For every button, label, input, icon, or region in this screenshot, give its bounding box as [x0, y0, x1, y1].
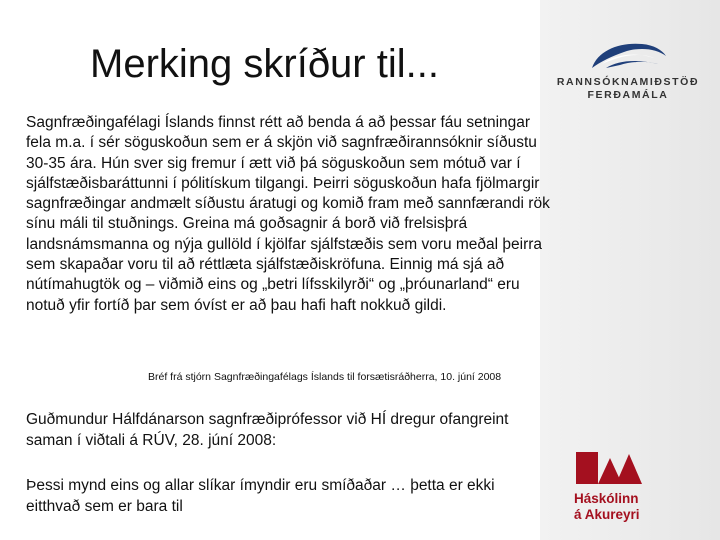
- logo-bottom-line2: á Akureyri: [574, 507, 640, 522]
- rannsoknamidstod-logo: [548, 38, 708, 102]
- logo-top-line1: RANNSÓKNAMIÐSTÖÐ: [556, 76, 700, 88]
- second-paragraph: Guðmundur Hálfdánarson sagnfræðiprófessor við HÍ dregur ofangreint saman í viðtali á RÚV, 28. júní 2008:: [26, 411, 509, 449]
- logo-bottom-line1: Háskólinn: [574, 491, 639, 506]
- quote-paragraph: Þessi mynd eins og allar slíkar ímyndir eru smíðaðar … þetta er ekki eitthvað sem er bara til: [26, 477, 495, 515]
- slide-title: Merking skríður til...: [90, 42, 439, 86]
- main-paragraph: Sagnfræðingafélagi Íslands finnst rétt að benda á að þessar fáu setningar fela m.a. í sér söguskoðun sem er á skjön við sagnfræðirannsóknir síðustu 30-35 ára. Hún sver sig fremur í ætt við þá söguskoðun sem mótuð var í sjálfstæðisbaráttunni í pólitískum tilgangi. Þeirri söguskoðun hafa fjölmargir sagnfræðingar andmælt síðustu áratugi og komið fram með sannfærandi rök sínu máli til stuðnings. Greina má goðsagnir á borð við frelsisþrá landsnámsmanna og nýja gullöld í kjölfar sjálfstæðis sem voru meðal þeirra sem skapaðar voru til að réttlæta sjálfstæðiskröfuna. Einnig má sjá að nútímahugtök og – viðmið eins og „betri lífsskilyrði“ og „þróunarland“ eru notuð yfir fortíð þar sem óvíst er að þau hafi haft nokkuð gildi.: [26, 114, 550, 314]
- mountain-logo-icon: [574, 450, 644, 486]
- haskolinn-akureyri-logo: [574, 450, 654, 523]
- citation-note: Bréf frá stjórn Sagnfræðingafélags Íslands til forsætisráðherra, 10. júní 2008: [148, 371, 502, 383]
- logo-top-line2: FERÐAMÁLA: [587, 89, 669, 101]
- swoosh-logo-icon: [588, 38, 668, 72]
